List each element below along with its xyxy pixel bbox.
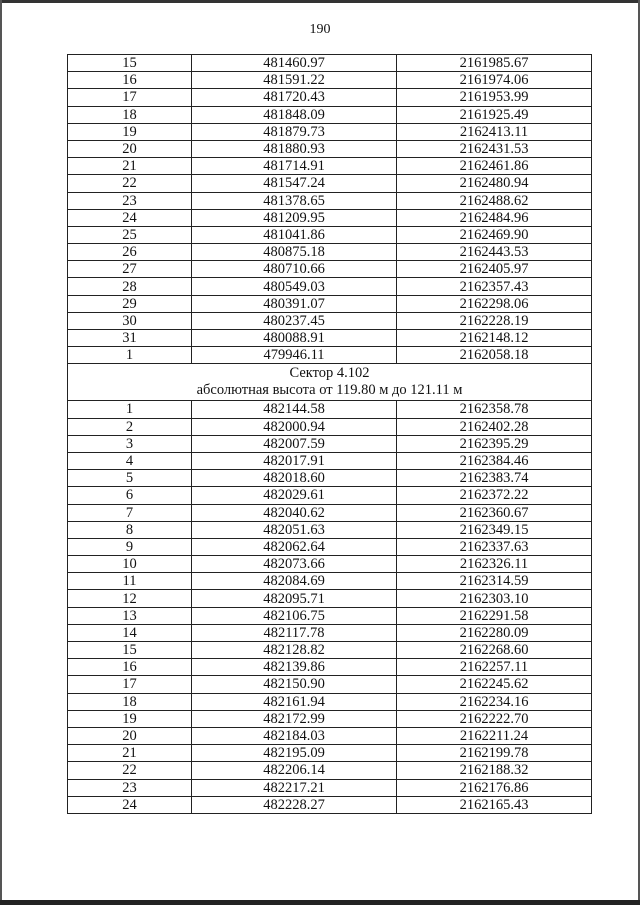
y-coordinate-cell: 2162326.11 — [397, 556, 592, 573]
x-coordinate-cell: 481378.65 — [192, 192, 397, 209]
y-coordinate-cell: 2162413.11 — [397, 123, 592, 140]
table-row — [68, 295, 592, 312]
table-row — [68, 710, 592, 727]
point-number-cell: 17 — [68, 676, 192, 693]
table-row — [68, 487, 592, 504]
y-coordinate-cell: 2162384.46 — [397, 452, 592, 469]
x-coordinate-cell: 480549.03 — [192, 278, 397, 295]
table-row — [68, 538, 592, 555]
x-coordinate-cell: 482217.21 — [192, 779, 397, 796]
table-row — [68, 470, 592, 487]
x-coordinate-cell: 482106.75 — [192, 607, 397, 624]
y-coordinate-cell: 2162405.97 — [397, 261, 592, 278]
table-row — [68, 347, 592, 364]
table-row — [68, 693, 592, 710]
point-number-cell: 12 — [68, 590, 192, 607]
table-row — [68, 676, 592, 693]
point-number-cell: 16 — [68, 659, 192, 676]
y-coordinate-cell: 2162349.15 — [397, 521, 592, 538]
table-row — [68, 158, 592, 175]
x-coordinate-cell: 482018.60 — [192, 470, 397, 487]
sector-header-group — [68, 364, 592, 401]
point-number-cell: 19 — [68, 710, 192, 727]
table-row — [68, 762, 592, 779]
x-coordinate-cell: 480391.07 — [192, 295, 397, 312]
y-coordinate-cell: 2162431.53 — [397, 140, 592, 157]
x-coordinate-cell: 482144.58 — [192, 401, 397, 418]
x-coordinate-cell: 482184.03 — [192, 727, 397, 744]
x-coordinate-cell: 482000.94 — [192, 418, 397, 435]
x-coordinate-cell: 481460.97 — [192, 55, 397, 72]
point-number-cell: 10 — [68, 556, 192, 573]
table-row — [68, 72, 592, 89]
table-row — [68, 244, 592, 261]
x-coordinate-cell: 481848.09 — [192, 106, 397, 123]
table-row — [68, 261, 592, 278]
point-number-cell: 14 — [68, 624, 192, 641]
table-row — [68, 209, 592, 226]
point-number-cell: 23 — [68, 779, 192, 796]
y-coordinate-cell: 2162257.11 — [397, 659, 592, 676]
rows-before — [68, 55, 592, 364]
table-row — [68, 745, 592, 762]
point-number-cell: 22 — [68, 762, 192, 779]
x-coordinate-cell: 482228.27 — [192, 796, 397, 813]
x-coordinate-cell: 482128.82 — [192, 642, 397, 659]
point-number-cell: 31 — [68, 330, 192, 347]
point-number-cell: 5 — [68, 470, 192, 487]
y-coordinate-cell: 2162245.62 — [397, 676, 592, 693]
y-coordinate-cell: 2162461.86 — [397, 158, 592, 175]
x-coordinate-cell: 482117.78 — [192, 624, 397, 641]
point-number-cell: 1 — [68, 401, 192, 418]
y-coordinate-cell: 2162383.74 — [397, 470, 592, 487]
sector-height-range: абсолютная высота от 119.80 м до 121.11 м — [196, 382, 463, 399]
y-coordinate-cell: 2161985.67 — [397, 55, 592, 72]
y-coordinate-cell: 2162488.62 — [397, 192, 592, 209]
table-row — [68, 140, 592, 157]
point-number-cell: 24 — [68, 796, 192, 813]
x-coordinate-cell: 482206.14 — [192, 762, 397, 779]
table-row — [68, 401, 592, 418]
table-row — [68, 796, 592, 813]
x-coordinate-cell: 481041.86 — [192, 226, 397, 243]
y-coordinate-cell: 2162211.24 — [397, 727, 592, 744]
y-coordinate-cell: 2162234.16 — [397, 693, 592, 710]
table-row — [68, 556, 592, 573]
x-coordinate-cell: 482139.86 — [192, 659, 397, 676]
table-row — [68, 278, 592, 295]
point-number-cell: 18 — [68, 693, 192, 710]
y-coordinate-cell: 2162395.29 — [397, 435, 592, 452]
table-row — [68, 504, 592, 521]
x-coordinate-cell: 482084.69 — [192, 573, 397, 590]
x-coordinate-cell: 481209.95 — [192, 209, 397, 226]
x-coordinate-cell: 482040.62 — [192, 504, 397, 521]
scan-edge-bottom — [0, 900, 640, 905]
point-number-cell: 2 — [68, 418, 192, 435]
point-number-cell: 13 — [68, 607, 192, 624]
point-number-cell: 25 — [68, 226, 192, 243]
point-number-cell: 21 — [68, 745, 192, 762]
x-coordinate-cell: 482161.94 — [192, 693, 397, 710]
x-coordinate-cell: 482073.66 — [192, 556, 397, 573]
y-coordinate-cell: 2162176.86 — [397, 779, 592, 796]
y-coordinate-cell: 2162484.96 — [397, 209, 592, 226]
table-row — [68, 607, 592, 624]
y-coordinate-cell: 2162480.94 — [397, 175, 592, 192]
sector-header-row — [68, 364, 592, 401]
table-row — [68, 521, 592, 538]
table-row — [68, 659, 592, 676]
table-row — [68, 452, 592, 469]
x-coordinate-cell: 482007.59 — [192, 435, 397, 452]
table-row — [68, 727, 592, 744]
point-number-cell: 11 — [68, 573, 192, 590]
x-coordinate-cell: 480088.91 — [192, 330, 397, 347]
x-coordinate-cell: 482017.91 — [192, 452, 397, 469]
point-number-cell: 26 — [68, 244, 192, 261]
table-row — [68, 573, 592, 590]
x-coordinate-cell: 482172.99 — [192, 710, 397, 727]
point-number-cell: 28 — [68, 278, 192, 295]
point-number-cell: 24 — [68, 209, 192, 226]
table-row — [68, 435, 592, 452]
point-number-cell: 23 — [68, 192, 192, 209]
page-number: 190 — [309, 22, 331, 37]
x-coordinate-cell: 480875.18 — [192, 244, 397, 261]
x-coordinate-cell: 480237.45 — [192, 312, 397, 329]
point-number-cell: 1 — [68, 347, 192, 364]
y-coordinate-cell: 2162314.59 — [397, 573, 592, 590]
y-coordinate-cell: 2162199.78 — [397, 745, 592, 762]
y-coordinate-cell: 2161974.06 — [397, 72, 592, 89]
table-row — [68, 89, 592, 106]
point-number-cell: 18 — [68, 106, 192, 123]
x-coordinate-cell: 481879.73 — [192, 123, 397, 140]
x-coordinate-cell: 482029.61 — [192, 487, 397, 504]
point-number-cell: 17 — [68, 89, 192, 106]
y-coordinate-cell: 2162358.78 — [397, 401, 592, 418]
point-number-cell: 9 — [68, 538, 192, 555]
table-row — [68, 175, 592, 192]
y-coordinate-cell: 2162443.53 — [397, 244, 592, 261]
table-row — [68, 123, 592, 140]
y-coordinate-cell: 2162469.90 — [397, 226, 592, 243]
y-coordinate-cell: 2162291.58 — [397, 607, 592, 624]
sector-header-cell — [68, 364, 592, 401]
x-coordinate-cell: 481547.24 — [192, 175, 397, 192]
x-coordinate-cell: 481714.91 — [192, 158, 397, 175]
point-number-cell: 15 — [68, 55, 192, 72]
rows-after — [68, 401, 592, 814]
x-coordinate-cell: 482095.71 — [192, 590, 397, 607]
point-number-cell: 29 — [68, 295, 192, 312]
point-number-cell: 16 — [68, 72, 192, 89]
table-row — [68, 192, 592, 209]
y-coordinate-cell: 2162280.09 — [397, 624, 592, 641]
y-coordinate-cell: 2162337.63 — [397, 538, 592, 555]
y-coordinate-cell: 2161953.99 — [397, 89, 592, 106]
scan-edge-top — [0, 0, 640, 3]
table-row — [68, 106, 592, 123]
y-coordinate-cell: 2162222.70 — [397, 710, 592, 727]
table-row — [68, 779, 592, 796]
x-coordinate-cell: 479946.11 — [192, 347, 397, 364]
point-number-cell: 19 — [68, 123, 192, 140]
table-row — [68, 55, 592, 72]
table-row — [68, 624, 592, 641]
x-coordinate-cell: 482150.90 — [192, 676, 397, 693]
point-number-cell: 22 — [68, 175, 192, 192]
y-coordinate-cell: 2162402.28 — [397, 418, 592, 435]
x-coordinate-cell: 481720.43 — [192, 89, 397, 106]
point-number-cell: 7 — [68, 504, 192, 521]
point-number-cell: 20 — [68, 140, 192, 157]
point-number-cell: 27 — [68, 261, 192, 278]
table-row — [68, 642, 592, 659]
table-row — [68, 418, 592, 435]
x-coordinate-cell: 482062.64 — [192, 538, 397, 555]
sector-title: Сектор 4.102 — [289, 365, 370, 382]
y-coordinate-cell: 2162148.12 — [397, 330, 592, 347]
x-coordinate-cell: 480710.66 — [192, 261, 397, 278]
x-coordinate-cell: 481591.22 — [192, 72, 397, 89]
point-number-cell: 8 — [68, 521, 192, 538]
table-row — [68, 330, 592, 347]
coordinates-table — [67, 54, 592, 814]
point-number-cell: 4 — [68, 452, 192, 469]
point-number-cell: 15 — [68, 642, 192, 659]
y-coordinate-cell: 2162165.43 — [397, 796, 592, 813]
x-coordinate-cell: 481880.93 — [192, 140, 397, 157]
table-row — [68, 312, 592, 329]
table-row — [68, 226, 592, 243]
y-coordinate-cell: 2162268.60 — [397, 642, 592, 659]
y-coordinate-cell: 2162228.19 — [397, 312, 592, 329]
x-coordinate-cell: 482195.09 — [192, 745, 397, 762]
y-coordinate-cell: 2162058.18 — [397, 347, 592, 364]
y-coordinate-cell: 2162357.43 — [397, 278, 592, 295]
y-coordinate-cell: 2161925.49 — [397, 106, 592, 123]
point-number-cell: 3 — [68, 435, 192, 452]
y-coordinate-cell: 2162188.32 — [397, 762, 592, 779]
table-row — [68, 590, 592, 607]
point-number-cell: 20 — [68, 727, 192, 744]
point-number-cell: 6 — [68, 487, 192, 504]
scan-edge-left — [0, 0, 2, 905]
point-number-cell: 21 — [68, 158, 192, 175]
point-number-cell: 30 — [68, 312, 192, 329]
x-coordinate-cell: 482051.63 — [192, 521, 397, 538]
y-coordinate-cell: 2162303.10 — [397, 590, 592, 607]
y-coordinate-cell: 2162372.22 — [397, 487, 592, 504]
y-coordinate-cell: 2162298.06 — [397, 295, 592, 312]
y-coordinate-cell: 2162360.67 — [397, 504, 592, 521]
